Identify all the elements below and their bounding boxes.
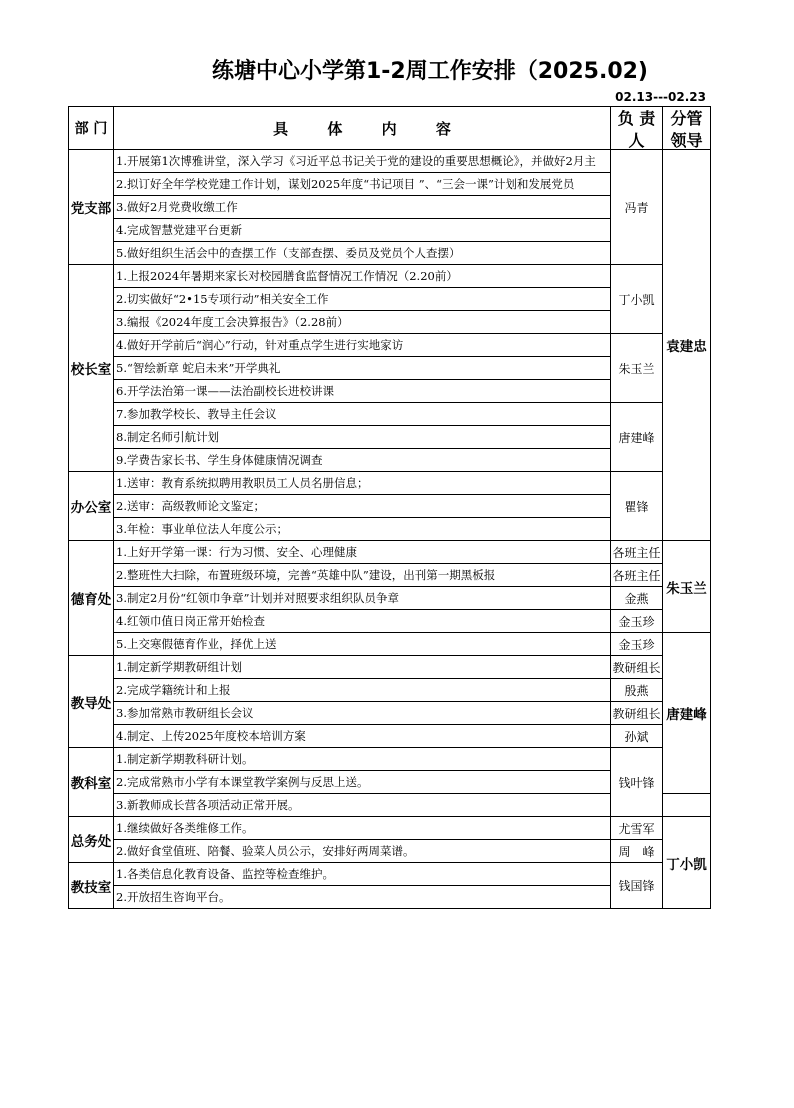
table-row xyxy=(69,725,711,748)
owner-cell: 丁小凯 xyxy=(611,265,663,334)
task-cell xyxy=(114,886,611,909)
task-cell xyxy=(114,863,611,886)
task-item: 1.继续做好各类维修工作。 xyxy=(116,821,254,835)
header-department: 部 门 xyxy=(69,107,114,150)
task-cell xyxy=(114,449,611,472)
table-row xyxy=(69,656,711,679)
owner-cell: 金玉珍 xyxy=(611,633,663,656)
leader-cell: 丁小凯 xyxy=(663,817,711,909)
owner-cell: 教研组长 xyxy=(611,702,663,725)
owner-cell: 瞿锋 xyxy=(611,472,663,541)
department-label: 教科室 xyxy=(69,748,114,817)
task-item: 3.编报《2024年度工会决算报告》（2.28前） xyxy=(116,315,349,329)
task-item: 4.完成智慧党建平台更新 xyxy=(116,223,242,237)
header-owner-cell xyxy=(611,107,663,150)
owner-cell: 各班主任 xyxy=(611,564,663,587)
leader-cell-empty xyxy=(663,794,711,817)
task-item: 4.制定、上传2025年度校本培训方案 xyxy=(116,729,306,743)
department-label: 校长室 xyxy=(69,265,114,472)
table-row xyxy=(69,334,711,357)
task-cell xyxy=(114,587,611,610)
owner-cell: 冯青 xyxy=(611,150,663,265)
task-item: 3.制定2月份“红领巾争章”计划并对照要求组织队员争章 xyxy=(116,591,400,605)
table-row xyxy=(69,702,711,725)
task-cell xyxy=(114,840,611,863)
task-item: 3.年检：事业单位法人年度公示； xyxy=(116,522,288,536)
task-cell xyxy=(114,288,611,311)
header-content: 具 体 内 容 xyxy=(114,107,611,150)
task-item: 1.上报2024年暑期来家长对校园膳食监督情况工作情况（2.20前） xyxy=(116,269,458,283)
department-label: 办公室 xyxy=(69,472,114,541)
table-row xyxy=(69,150,711,173)
task-cell xyxy=(114,541,611,564)
task-item: 7.参加教学校长、教导主任会议 xyxy=(116,407,277,421)
owner-cell: 周 峰 xyxy=(611,840,663,863)
owner-cell: 教研组长 xyxy=(611,656,663,679)
department-label: 教导处 xyxy=(69,656,114,748)
task-item: 5.“智绘新章 蛇启未来”开学典礼 xyxy=(116,361,281,375)
owner-cell: 金燕 xyxy=(611,587,663,610)
task-item: 5.做好组织生活会中的查摆工作（支部查摆、委员及党员个人查摆） xyxy=(116,246,461,260)
page-title: 练塘中心小学第1-2周工作安排（2025.02) xyxy=(211,59,648,84)
owner-cell: 各班主任 xyxy=(611,541,663,564)
task-item: 1.各类信息化教育设备、监控等检查维护。 xyxy=(116,867,334,881)
header-leader: 分管领导 xyxy=(670,109,703,149)
task-item: 2.切实做好“2•15专项行动”相关安全工作 xyxy=(116,292,329,306)
table-row xyxy=(69,610,711,633)
leader-cell: 朱玉兰 xyxy=(663,541,711,633)
table-row xyxy=(69,472,711,495)
task-item: 5.上交寒假德育作业，择优上送 xyxy=(116,637,277,651)
owner-cell: 尤雪军 xyxy=(611,817,663,840)
task-cell xyxy=(114,219,611,242)
task-item: 3.做好2月党费收缴工作 xyxy=(116,200,238,214)
task-cell xyxy=(114,794,611,817)
table-row xyxy=(69,817,711,840)
task-item: 2.做好食堂值班、陪餐、验菜人员公示，安排好两周菜谱。 xyxy=(116,844,415,858)
task-cell xyxy=(114,196,611,219)
task-cell xyxy=(114,610,611,633)
table-row xyxy=(69,541,711,564)
task-item: 2.送审：高级教师论文鉴定； xyxy=(116,499,265,513)
owner-cell: 金玉珍 xyxy=(611,610,663,633)
task-cell xyxy=(114,656,611,679)
header-leader-cell xyxy=(663,107,711,150)
department-label: 党支部 xyxy=(69,150,114,265)
task-cell xyxy=(114,150,611,173)
task-cell xyxy=(114,426,611,449)
task-cell xyxy=(114,702,611,725)
task-item: 4.做好开学前后“润心”行动，针对重点学生进行实地家访 xyxy=(116,338,404,352)
owner-cell: 殷燕 xyxy=(611,679,663,702)
task-item: 9.学费告家长书、学生身体健康情况调查 xyxy=(116,453,323,467)
table-row xyxy=(69,403,711,426)
owner-cell: 唐建峰 xyxy=(611,403,663,472)
task-item: 3.新教师成长营各项活动正常开展。 xyxy=(116,798,300,812)
task-cell xyxy=(114,403,611,426)
task-item: 1.上好开学第一课：行为习惯、安全、心理健康 xyxy=(116,545,357,559)
task-cell xyxy=(114,265,611,288)
task-cell xyxy=(114,748,611,771)
owner-cell: 钱叶锋 xyxy=(611,748,663,817)
task-cell xyxy=(114,725,611,748)
task-cell xyxy=(114,380,611,403)
leader-cell: 袁建忠 xyxy=(663,150,711,541)
task-item: 2.拟订好全年学校党建工作计划，谋划2025年度“书记项目 ”、“三会一课”计划和发展党员 xyxy=(116,177,575,191)
header-row xyxy=(69,107,711,150)
task-item: 1.开展第1次博雅讲堂，深入学习《习近平总书记关于党的建设的重要思想概论》，并做好2月主 xyxy=(116,154,596,168)
leader-cell: 唐建峰 xyxy=(663,633,711,794)
table-row xyxy=(69,679,711,702)
task-cell xyxy=(114,472,611,495)
task-item: 2.完成学籍统计和上报 xyxy=(116,683,231,697)
task-cell xyxy=(114,334,611,357)
task-cell xyxy=(114,173,611,196)
task-cell xyxy=(114,817,611,840)
task-item: 4.红领巾值日岗正常开始检查 xyxy=(116,614,265,628)
task-item: 1.制定新学期教研组计划 xyxy=(116,660,242,674)
task-item: 2.整班性大扫除，布置班级环境，完善“英雄中队”建设，出刊第一期黑板报 xyxy=(116,568,496,582)
task-cell xyxy=(114,518,611,541)
task-cell xyxy=(114,495,611,518)
task-cell xyxy=(114,357,611,380)
task-cell xyxy=(114,242,611,265)
task-cell xyxy=(114,564,611,587)
task-item: 2.完成常熟市小学有本课堂教学案例与反思上送。 xyxy=(116,775,369,789)
owner-cell: 孙斌 xyxy=(611,725,663,748)
table-row xyxy=(69,265,711,288)
schedule-table xyxy=(68,106,711,909)
task-cell xyxy=(114,771,611,794)
department-label: 总务处 xyxy=(69,817,114,863)
table-row xyxy=(69,564,711,587)
header-owner: 负 责 人 xyxy=(617,109,656,149)
task-item: 6.开学法治第一课——法治副校长进校讲课 xyxy=(116,384,334,398)
task-item: 3.参加常熟市教研组长会议 xyxy=(116,706,254,720)
task-cell xyxy=(114,311,611,334)
owner-cell: 朱玉兰 xyxy=(611,334,663,403)
task-item: 2.开放招生咨询平台。 xyxy=(116,890,231,904)
date-range: 02.13---02.23 xyxy=(615,90,706,104)
task-item: 8.制定名师引航计划 xyxy=(116,430,219,444)
owner-cell: 钱国锋 xyxy=(611,863,663,909)
department-label: 教技室 xyxy=(69,863,114,909)
table-row xyxy=(69,633,711,656)
department-label: 德育处 xyxy=(69,541,114,656)
task-cell xyxy=(114,679,611,702)
task-item: 1.送审：教育系统拟聘用教职员工人员名册信息； xyxy=(116,476,369,490)
table-row xyxy=(69,863,711,886)
task-item: 1.制定新学期教科研计划。 xyxy=(116,752,254,766)
table-row xyxy=(69,587,711,610)
table-row xyxy=(69,840,711,863)
table-row xyxy=(69,748,711,771)
task-cell xyxy=(114,633,611,656)
